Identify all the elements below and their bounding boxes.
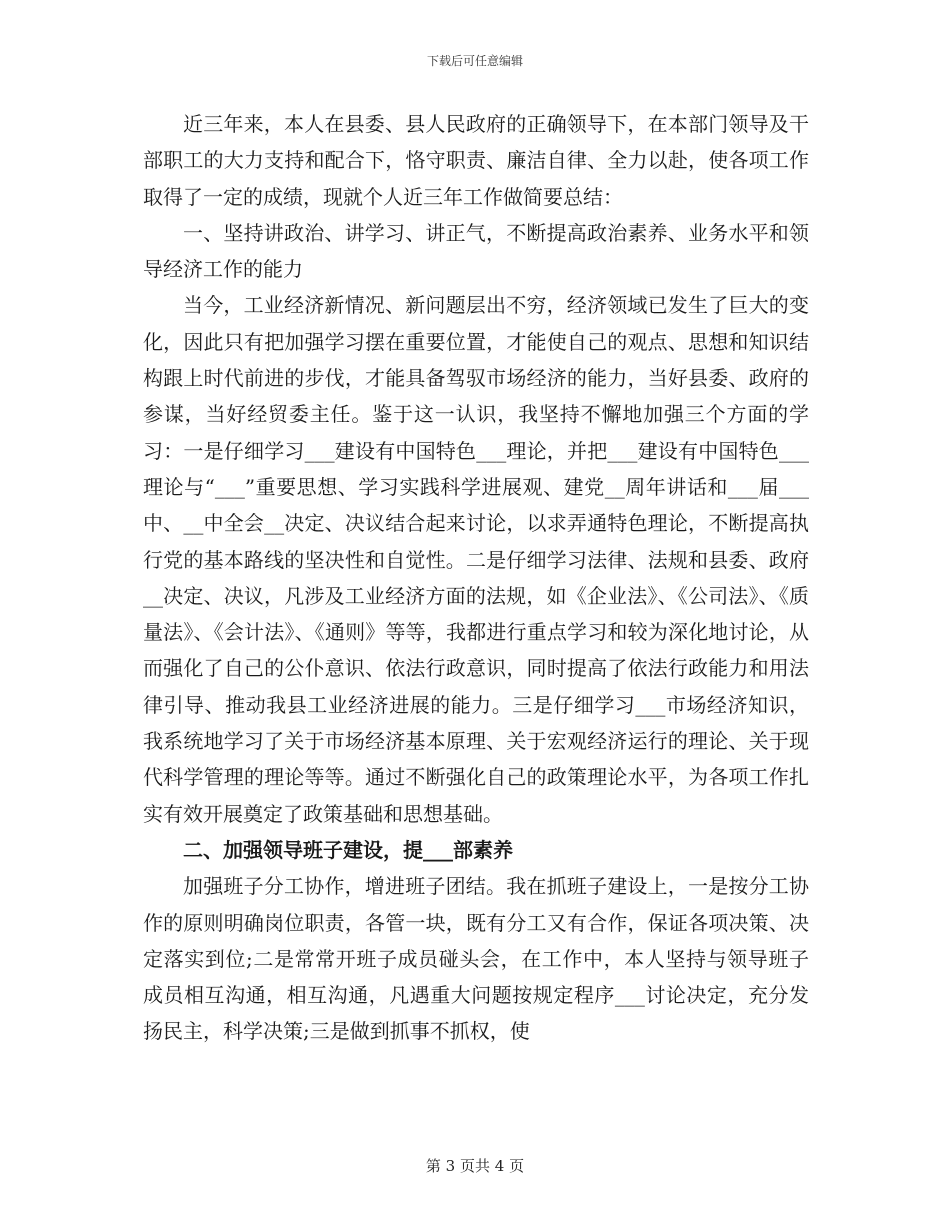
page-header: 下载后可任意编辑 bbox=[426, 54, 523, 68]
section-heading-1: 一、坚持讲政治、讲学习、讲正气，不断提高政治素养、业务水平和领导经济工作的能力 bbox=[143, 220, 809, 282]
document-body bbox=[143, 106, 809, 1050]
paragraph-intro: 近三年来，本人在县委、县人民政府的正确领导下，在本部门领导及干部职工的大力支持和配合下，恪守职责、廉洁自律、全力以赴，使各项工作取得了一定的成绩，现就个人近三年工作做简要总结： bbox=[143, 112, 809, 209]
section-heading-2: 二、加强领导班子建设，提___部素养 bbox=[183, 837, 513, 862]
paragraph-team: 加强班子分工协作，增进班子团结。我在抓班子建设上，一是按分工协作的原则明确岗位职责，各管一块，既有分工又有合作，保证各项决策、决定落实到位;二是常常开班子成员碰头会，在工作中，本人坚持与领导班子成员相互沟通，相互沟通，凡遇重大问题按规定程序___讨论决定，充分发扬民主，科学决策;三是做到抓事不抓权，使 bbox=[143, 874, 809, 1044]
page-footer: 第 3 页共 4 页 bbox=[425, 1157, 525, 1175]
paragraph-study: 当今，工业经济新情况、新问题层出不穷，经济领域已发生了巨大的变化，因此只有把加强学习摆在重要位置，才能使自己的观点、思想和知识结构跟上时代前进的步伐，才能具备驾驭市场经济的能力，当好县委、政府的参谋，当好经贸委主任。鉴于这一认识，我坚持不懈地加强三个方面的学习：一是仔细学习___建设有中国特色___理论，并把___建设有中国特色___理论与“___”重要思想、学习实践科学进展观、建党__周年讲话和___届___中、__中全会__决定、决议结合起来讨论，以求弄通特色理论，不断提高执行党的基本路线的坚决性和自觉性。二是仔细学习法律、法规和县委、政府__决定、决议，凡涉及工业经济方面的法规，如《企业法》、《公司法》、《质量法》、《会计法》、《通则》等等，我都进行重点学习和较为深化地讨论，从而强化了自己的公仆意识、依法行政意识，同时提高了依法行政能力和用法律引导、推动我县工业经济进展的能力。三是仔细学习___市场经济知识，我系统地学习了关于市场经济基本原理、关于宏观经济运行的理论、关于现代科学管理的理论等等。通过不断强化自己的政策理论水平，为各项工作扎实有效开展奠定了政策基础和思想基础。 bbox=[143, 293, 809, 826]
